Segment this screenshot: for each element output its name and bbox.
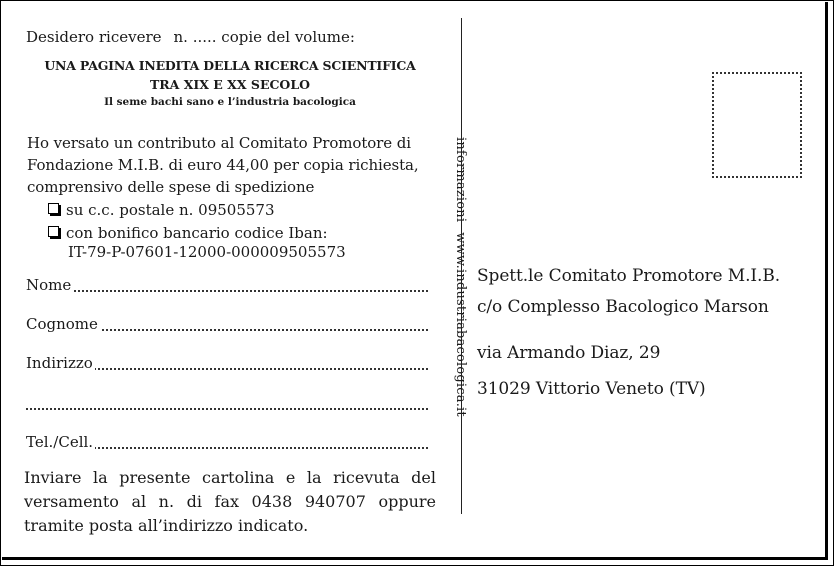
book-title-line-2: TRA XIX E XX SECOLO xyxy=(149,77,311,92)
address-field[interactable] xyxy=(26,354,428,374)
payment-text-line-1: Ho versato un contributo al Comitato Promotore di xyxy=(27,134,411,152)
address-label: Indirizzo xyxy=(26,354,93,372)
option-bank-label: con bonifico bancario codice Iban: xyxy=(66,224,328,242)
footer-line-3: tramite posta all’indirizzo indicato. xyxy=(24,516,309,535)
address-field-continued[interactable] xyxy=(26,394,428,414)
option-bank-transfer[interactable] xyxy=(48,224,328,242)
book-subtitle: Il seme bachi sano e l’industria bacologica xyxy=(104,96,356,108)
surname-field[interactable] xyxy=(26,315,428,335)
name-label: Nome xyxy=(26,276,72,294)
iban-code: IT-79-P-07601-12000-000009505573 xyxy=(68,243,346,261)
name-field[interactable] xyxy=(26,276,428,296)
stamp-area xyxy=(712,72,802,178)
recipient-line-2: c/o Complesso Bacologico Marson xyxy=(477,297,769,317)
book-title-line-1: UNA PAGINA INEDITA DELLA RICERCA SCIENTIFICA xyxy=(44,58,416,73)
center-divider xyxy=(461,18,462,514)
surname-label: Cognome xyxy=(26,315,98,333)
request-copies: n. ..... copie del volume: xyxy=(173,28,355,46)
recipient-line-1: Spett.le Comitato Promotore M.I.B. xyxy=(477,266,781,286)
checkbox-bank-transfer[interactable] xyxy=(48,226,59,237)
option-postal[interactable] xyxy=(48,201,275,219)
dotted-line xyxy=(26,408,428,410)
dotted-line xyxy=(26,290,428,292)
request-prefix: Desidero ricevere xyxy=(26,28,162,46)
checkbox-postal[interactable] xyxy=(48,203,59,214)
request-line xyxy=(26,28,355,46)
footer-line-2: versamento al n. di fax 0438 940707 oppure xyxy=(24,492,436,511)
recipient-city: 31029 Vittorio Veneto (TV) xyxy=(477,379,706,399)
recipient-street: via Armando Diaz, 29 xyxy=(477,343,661,363)
footer-instructions xyxy=(24,466,436,538)
phone-label: Tel./Cell. xyxy=(26,433,94,451)
option-postal-label: su c.c. postale n. 09505573 xyxy=(66,201,275,219)
website-link[interactable]: www.industriabacologica.it xyxy=(453,232,468,417)
footer-line-1: Inviare la presente cartolina e la ricevuta del xyxy=(24,468,436,487)
payment-text-line-2: Fondazione M.I.B. di euro 44,00 per copia richiesta, xyxy=(27,156,419,174)
side-info-label: informazioni xyxy=(453,137,468,223)
phone-field[interactable] xyxy=(26,433,428,453)
payment-text-line-3: comprensivo delle spese di spedizione xyxy=(27,178,315,196)
